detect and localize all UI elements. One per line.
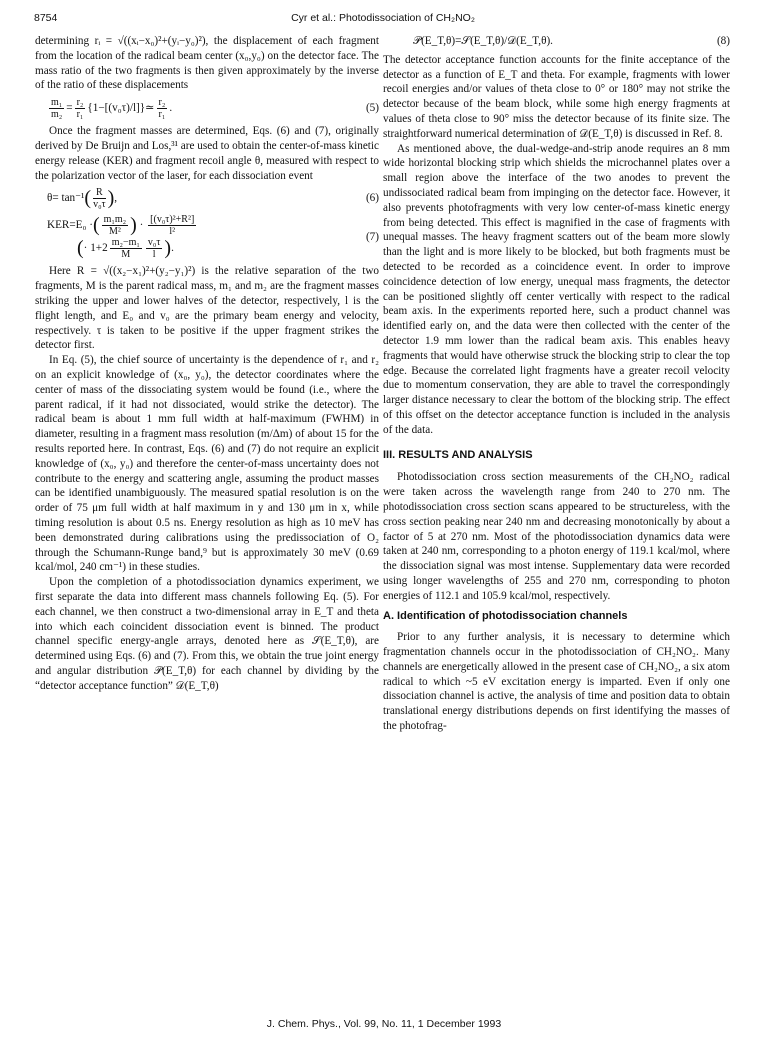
section-heading: III. RESULTS AND ANALYSIS (383, 448, 533, 461)
right-column (383, 34, 730, 734)
equation-number: (5) (365, 102, 379, 115)
fraction: $\frac{\text{m₁}}{\text{m₂}}$ (51, 97, 63, 121)
paragraph: As mentioned above, the dual-wedge-and-strip anode requires an 8 mm wide horizontal blocking strip which shields the microchannel plates over a small region above the interface of the two anodes to prevent the undissociated radical beam from impinging on the detector face. However, it also prevents photofragments with very low center-of-mass kinetic energy from being detected. This effect is magnified in the case of fragments with unequal masses. The heavy fragment scatters out of the beam more slowly than the light and is more likely to be blocked, but both fragments must be detected to be recorded as a coincidence event. In order to improve coincidence detection of low energy, unequal mass fragments, the detector can be positioned slightly off center vertically with respect to the radical beam axis. In the experiments reported here, such a product channel was identified early on, and the data were then collected with the center of the detector 1.9 mm lower than the radical beam axis. This enables heavy fragments that would have otherwise struck the blocking strip to clear the top edge. Because the correlated light fragments have a greater recoil velocity due to momentum conservation, they are able to travel the correspondingly larger distance necessary to clear the bottom of the blocking strip. The effect of this offset on the detector acceptance function is included in the analysis of the data. (383, 142, 730, 436)
paragraph: Photodissociation cross section measurements of the CH₂NO₂ radical were taken across the wavelength range from 240 to 270 nm. The photodissociation cross section scans appeared to be structureless, with the cross section peaking near 240 nm and decreasing monotonically by about a factor of 5 at 270 nm. Most of the photodissociation dynamics data were taken at 240 nm, corresponding to a photon energy of 119.1 kcal/mol, where the dissociation signal was most intense. Supplementary data were recorded using longer wavelengths of 255 and 270 nm, corresponding to photon energies of 112.1 and 105.9 kcal/mol, respectively. (383, 471, 730, 602)
left-column (35, 34, 379, 693)
equation-6: θ= tan⁻¹( $\frac{R}{\text{v₀τ}}$ ), (6) (47, 187, 379, 211)
running-header (34, 12, 732, 28)
subsection-heading: A. Identification of photodissociation channels (383, 610, 628, 623)
paragraph: Upon the completion of a photodissociation dynamics experiment, we first separate the data into different mass channels following Eq. (5). For each channel, we then construct a two-dimensional array in E_T and theta into which each coincident dissociation event is binned. The product channel specific energy-angle arrays, denoted here as 𝒮(E_T,θ), are determined using Eqs. (6) and (7). From this, we obtain the true joint energy and angular distribution 𝒫(E_T,θ) for each channel by dividing by the “detector acceptance function” 𝒟(E_T,θ) (35, 576, 379, 692)
page-number: 8754 (34, 12, 58, 24)
paragraph: The detector acceptance function accounts for the finite acceptance of the detector as a function of E_T and theta. For example, fragments with lower recoil energies and/or values of theta close to 0° or 180° may not strike the detector because of the beam block, while some high energy fragments at values of theta close to 90° miss the detector because of its finite size. The straightforward numerical determination of 𝒟(E_T,θ) is discussed in Ref. 8. (383, 53, 730, 140)
equation-number: (7) (365, 230, 379, 243)
equation-number: (8) (716, 35, 730, 47)
fraction: $\frac{\text{r₂}}{\text{r₁}}$ (158, 97, 166, 121)
paragraph: Once the fragment masses are determined, Eqs. (6) and (7), originally derived by De Bruijn and Los,³¹ are used to obtain the center-of-mass kinetic energy release (KER) and fragment recoil angle θ, measured with respect to the polarization vector of the laser, for each dissociation event (35, 125, 379, 182)
equation-7: KER=E₀ ·( $\frac{\text{m₁m₂}}{\text{M²}}$ ) · $\frac{\text{[(v₀τ)²+R²]}}{\text{l²}}$ (· 1+2 $\frac{\text{m₂−m₁}}{M}$ $\frac{\text{v₀τ}}{l}$ ). (7) (47, 214, 379, 261)
running-title: Cyr et al.: Photodissociation of CH₂NO₂ (291, 12, 475, 24)
paragraph: Here R = √((x₂−x₁)²+(y₂−y₁)²) is the relative separation of the two fragments, M is the parent radical mass, m₁ and m₂ are the fragment masses striking the upper and lower halves of the detector, respectively, l is the flight length, and E₀ and v₀ are the primary beam energy and velocity, respectively. τ is taken to be positive if the upper fragment strikes the detector first. (35, 265, 379, 352)
equation-8: 𝒫(E_T,θ)=𝒮(E_T,θ)/𝒟(E_T,θ). (8) (413, 35, 730, 47)
equation-number: (6) (365, 192, 379, 205)
paragraph: Prior to any further analysis, it is necessary to determine which fragmentation channels occur in the photodissociation of CH₂NO₂. Many channels are energetically allowed in the present case of CH₂NO₂, a six atom radical to which ~5 eV excitation energy is imparted. Even if only one dissociation channel is active, the analysis of time and position data to obtain translational energy distributions depends on first identifying the masses of the photofrag- (383, 631, 730, 733)
equation-5: $\frac{\text{m₁}}{\text{m₂}}$ = $\frac{\text{r₂}}{\text{r₁}}$ {1−[(v₀τ)/l]}≃ $\frac{\text{r₂}}{\text{r₁}}$ . (5) (51, 97, 379, 121)
fraction: $\frac{\text{r₂}}{\text{r₁}}$ (76, 97, 84, 121)
paragraph: determining rᵢ = √((xᵢ−x₀)²+(yᵢ−y₀)²), the displacement of each fragment from the location of the radical beam center (x₀,y₀) on the detector face. The mass ratio of the two fragments is then given approximately by the inverse of the ratio of these displacements (35, 35, 379, 92)
paragraph: In Eq. (5), the chief source of uncertainty is the dependence of r₁ and r₂ on an explicit knowledge of (x₀, y₀), the detector coordinates where the center of mass of the dissociating system would be found (i.e., where the parent radical, if it had not dissociated, would strike the detector). The radical beam is about 1 mm full width at half-maximum (FWHM) in diameter, resulting in a fragment mass resolution (m/Δm) of about 15 for the results reported here. In contrast, Eqs. (6) and (7) do not require an explicit knowledge of (x₀, y₀) and therefore the center-of-mass uncertainty does not contribute to the energy and scattering angle, assuming the product masses can be identified unambiguously. The measured spatial resolution is on the order of 75 μm full width at half maximum in y and 130 μm in x, while timing resolution is about 0.5 ns. Energy resolution as high as 10 meV has been demonstrated during calibrations using the predissociation of O₂ through the Schumann-Runge band,⁹ but is approximately 30 meV (0.69 kcal/mol, 240 cm⁻¹) in these studies. (35, 354, 379, 574)
journal-footer: J. Chem. Phys., Vol. 99, No. 11, 1 December 1993 (266, 1018, 502, 1030)
